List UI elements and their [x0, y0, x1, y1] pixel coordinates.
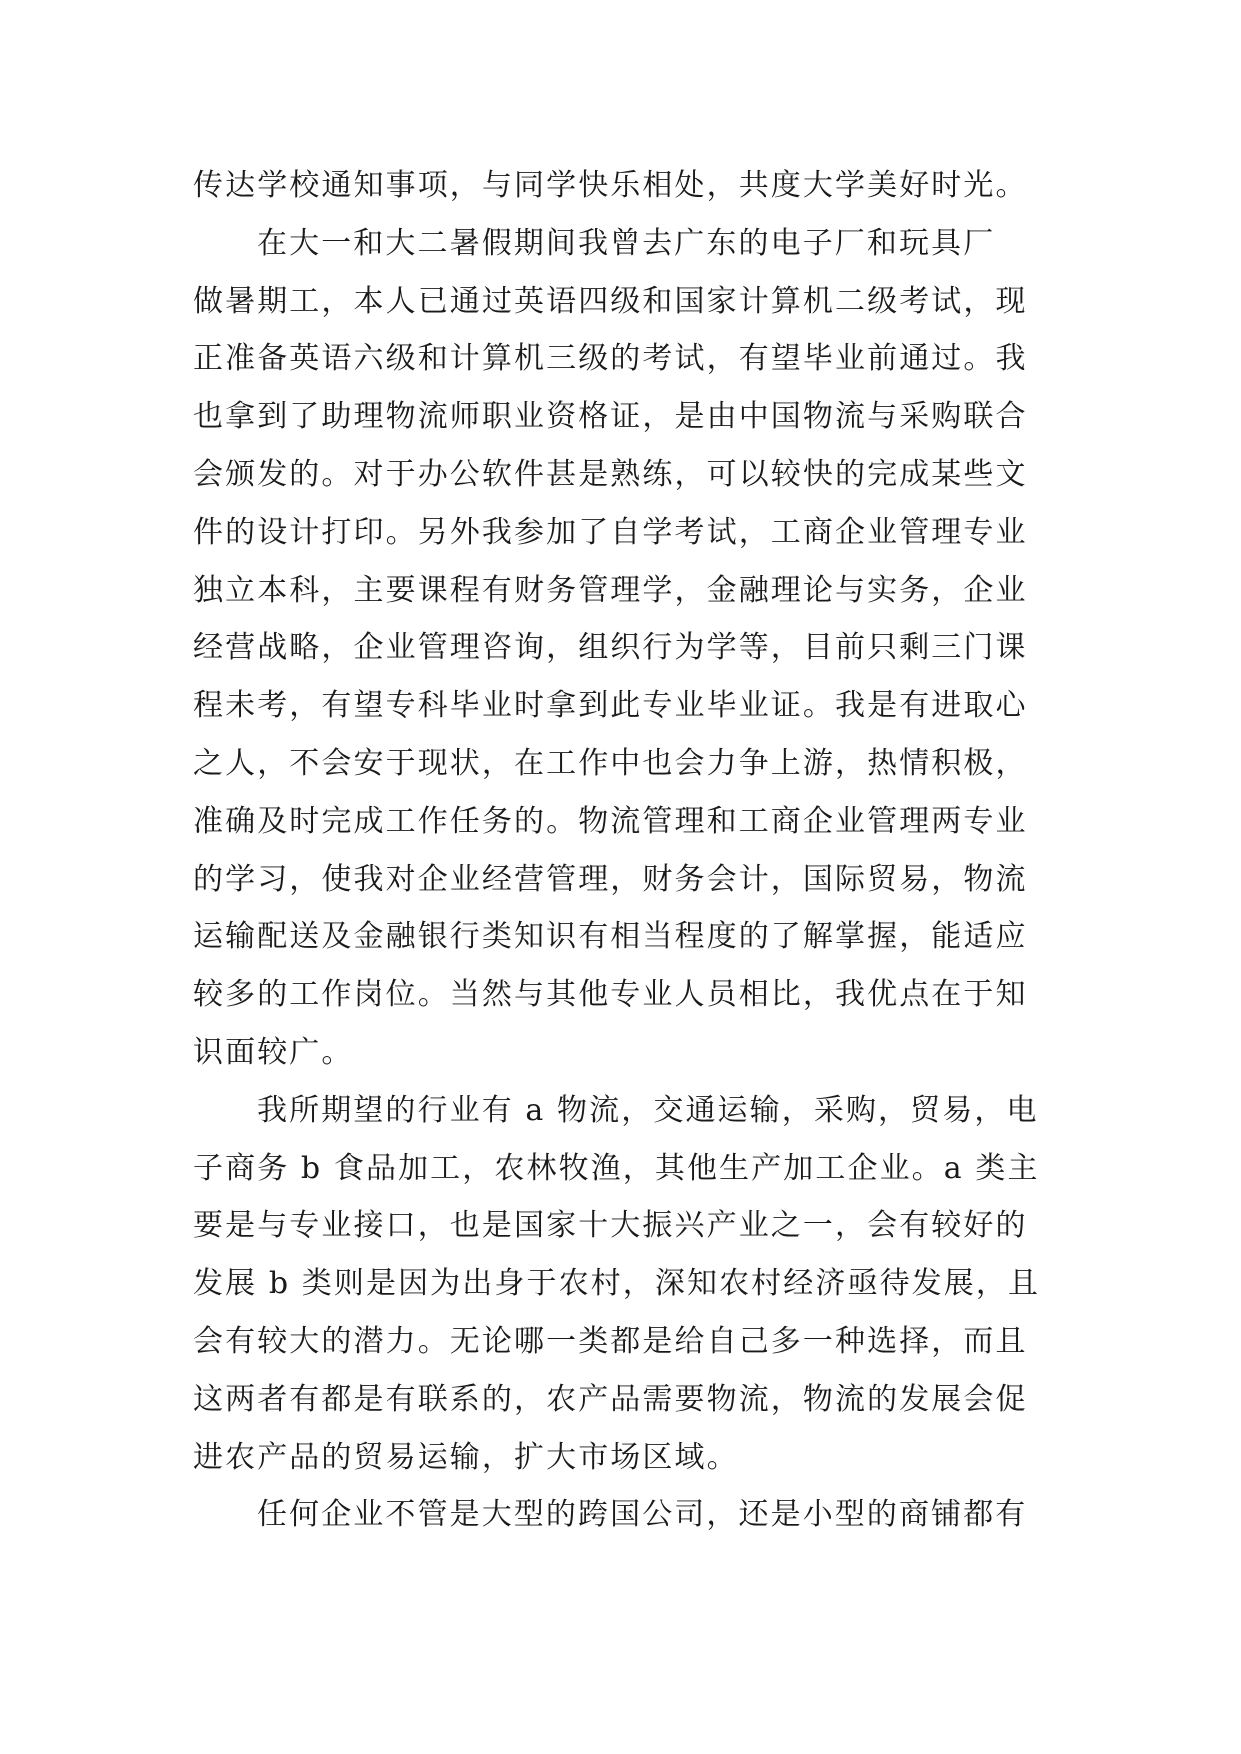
text-line: 做暑期工，本人已通过英语四级和国家计算机二级考试，现 [193, 283, 1028, 319]
text-line: 经营战略，企业管理咨询，组织行为学等，目前只剩三门课 [193, 630, 1028, 666]
text-line: 件的设计打印。另外我参加了自学考试，工商企业管理专业 [193, 514, 1028, 550]
text-line: 较多的工作岗位。当然与其他专业人员相比，我优点在于知 [193, 977, 1028, 1013]
text-line: 要是与专业接口，也是国家十大振兴产业之一，会有较好的 [193, 1208, 1028, 1244]
paragraph-start-line: 我所期望的行业有 a 物流，交通运输，采购，贸易，电 [257, 1092, 1039, 1128]
text-line: 的学习，使我对企业经营管理，财务会计，国际贸易，物流 [193, 861, 1028, 897]
text-line: 子商务 b 食品加工，农林牧渔，其他生产加工企业。a 类主 [193, 1150, 1040, 1186]
text-line: 程未考，有望专科毕业时拿到此专业毕业证。我是有进取心 [193, 688, 1028, 724]
text-line: 也拿到了助理物流师职业资格证，是由中国物流与采购联合 [193, 399, 1028, 435]
text-line: 准确及时完成工作任务的。物流管理和工商企业管理两专业 [193, 803, 1028, 839]
text-line: 之人，不会安于现状，在工作中也会力争上游，热情积极， [193, 745, 1028, 781]
paragraph-start-line: 在大一和大二暑假期间我曾去广东的电子厂和玩具厂 [257, 225, 996, 261]
text-line: 这两者有都是有联系的，农产品需要物流，物流的发展会促 [193, 1381, 1028, 1417]
text-line: 识面较广。 [193, 1034, 354, 1070]
text-line: 发展 b 类则是因为出身于农村，深知农村经济亟待发展，且 [193, 1266, 1041, 1302]
text-line: 进农产品的贸易运输，扩大市场区域。 [193, 1439, 739, 1475]
text-line: 会颁发的。对于办公软件甚是熟练，可以较快的完成某些文 [193, 456, 1028, 492]
body-text [193, 157, 1063, 1544]
text-line: 运输配送及金融银行类知识有相当程度的了解掌握，能适应 [193, 919, 1028, 955]
text-line: 正准备英语六级和计算机三级的考试，有望毕业前通过。我 [193, 341, 1028, 377]
text-line: 传达学校通知事项，与同学快乐相处，共度大学美好时光。 [193, 168, 1028, 203]
text-line: 独立本科，主要课程有财务管理学，金融理论与实务，企业 [193, 572, 1028, 608]
paragraph-start-line: 任何企业不管是大型的跨国公司，还是小型的商铺都有 [257, 1497, 1028, 1533]
text-line: 会有较大的潜力。无论哪一类都是给自己多一种选择，而且 [193, 1323, 1028, 1359]
